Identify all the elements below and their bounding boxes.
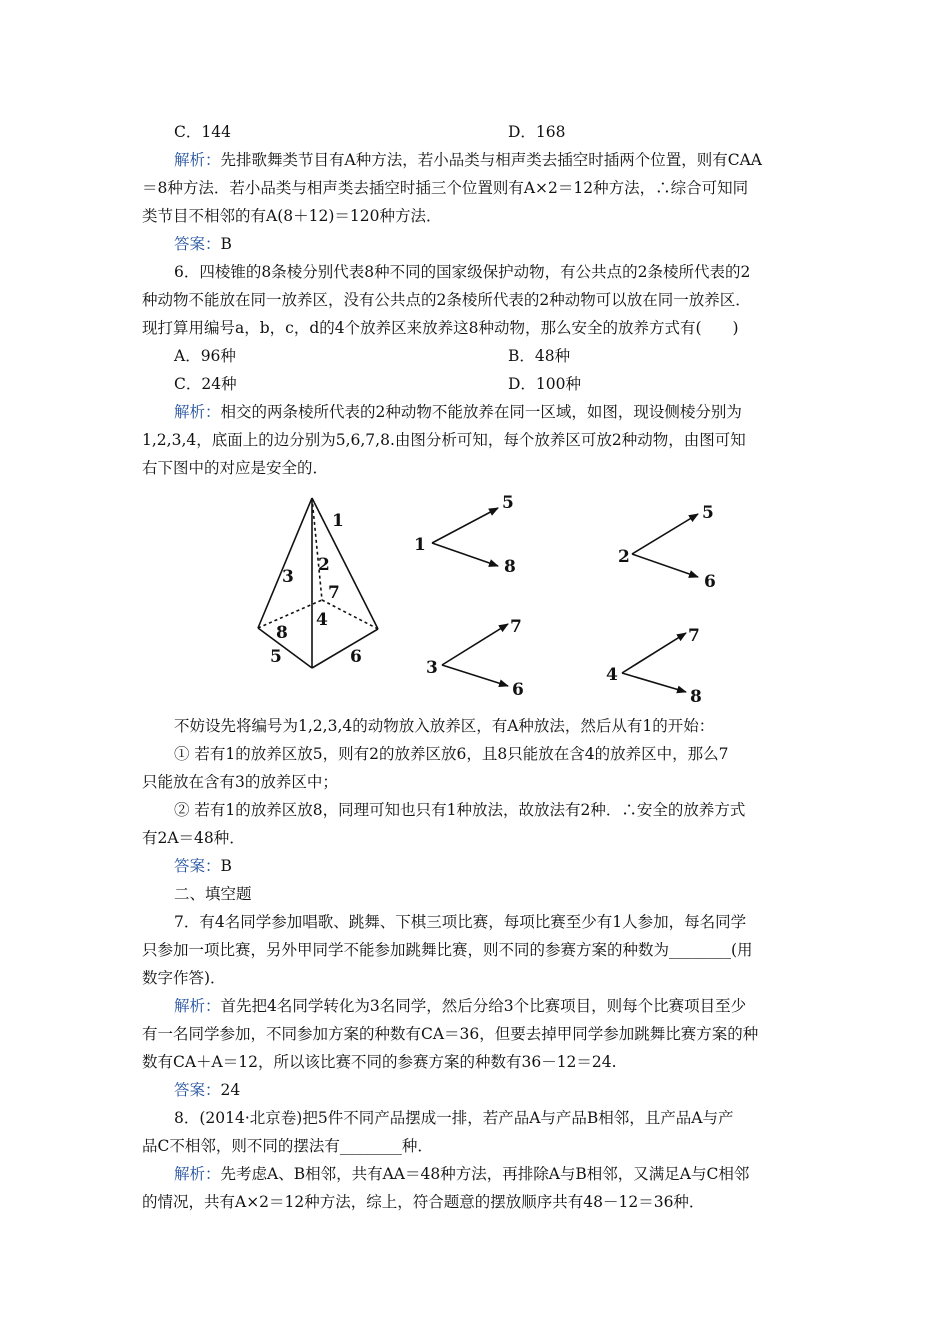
answer-label: 答案： <box>174 1081 221 1099</box>
pyramid-label-7: 7 <box>328 583 340 603</box>
mapping-3-from: 3 <box>426 658 438 678</box>
mapping-1-to-a: 5 <box>502 493 514 513</box>
q7-stem-line-3: 数字作答)． <box>142 969 226 987</box>
pyramid-label-1: 1 <box>332 511 344 531</box>
q7-stem-line-2: 只参加一项比赛，另外甲同学不能参加跳舞比赛，则不同的参赛方案的种数为________(用 <box>142 941 753 959</box>
mapping-3 <box>426 617 524 700</box>
q5-answer: 答案：B <box>174 235 232 253</box>
q5-solution-line-2: ＝8种方法．若小品类与相声类去插空时插三个位置则有A×2＝12种方法，∴综合可知同 <box>142 179 749 197</box>
answer-label: 答案： <box>174 857 221 875</box>
mapping-2-to-b: 6 <box>704 572 716 592</box>
pyramid-label-5: 5 <box>270 647 282 667</box>
q8-stem-line-2: 品C不相邻，则不同的摆法有________种． <box>142 1137 433 1155</box>
q6-stem-line-2: 种动物不能放在同一放养区，没有公共点的2条棱所代表的2种动物可以放在同一放养区． <box>142 291 751 309</box>
q8-solution-line-2: 的情况，共有A×2＝12种方法，综上，符合题意的摆放顺序共有48－12＝36种． <box>142 1193 705 1211</box>
q7-answer: 答案：24 <box>174 1081 241 1099</box>
q8-stem-line-1: 8．(2014·北京卷)把5件不同产品摆成一排，若产品A与产品B相邻，且产品A与产 <box>174 1109 734 1127</box>
q6-case-2-line-1: ② 若有1的放养区放8，同理可知也只有1种放法，故放法有2种．∴安全的放养方式 <box>174 801 746 819</box>
q6-answer: 答案：B <box>174 857 232 875</box>
mapping-4-to-a: 7 <box>688 626 700 646</box>
mapping-4-to-b: 8 <box>690 687 702 705</box>
pyramid-label-8: 8 <box>276 623 288 643</box>
q6-solution-line-1: 解析：相交的两条棱所代表的2种动物不能放养在同一区域，如图，现设侧棱分别为 <box>174 403 742 421</box>
q6-case-1-line-1: ① 若有1的放养区放5，则有2的放养区放6，且8只能放在含4的放养区中，那么7 <box>174 745 729 763</box>
q6-stem-line-1: 6．四棱锥的8条棱分别代表8种不同的国家级保护动物，有公共点的2条棱所代表的2 <box>174 263 751 281</box>
solution-label: 解析： <box>174 997 221 1015</box>
mapping-3-to-b: 6 <box>512 680 524 700</box>
pyramid-label-6: 6 <box>350 647 362 667</box>
section-heading: 二、填空题 <box>174 885 252 903</box>
q6-solution-line-3: 右下图中的对应是安全的． <box>142 459 329 477</box>
mapping-2-from: 2 <box>618 547 630 567</box>
q6-option-c: C．24种 <box>174 375 237 393</box>
edge-7 <box>322 600 378 629</box>
pyramid-label-3: 3 <box>282 567 294 587</box>
q5-solution-line-3: 类节目不相邻的有A(8＋12)＝120种方法． <box>142 207 442 225</box>
mapping-1-from: 1 <box>414 535 426 555</box>
q5-option-d: D．168 <box>508 123 566 141</box>
mapping-1 <box>414 493 516 577</box>
solution-label: 解析： <box>174 1165 221 1183</box>
mapping-3-to-a: 7 <box>510 617 522 637</box>
q6-paragraph-1: 不妨设先将编号为1,2,3,4的动物放入放养区，有A种放法，然后从有1的开始： <box>174 717 715 735</box>
mapping-2 <box>618 503 716 592</box>
q6-stem-line-3: 现打算用编号a，b，c，d的4个放养区来放养这8种动物，那么安全的放养方式有( ) <box>142 319 739 337</box>
mapping-1-to-b: 8 <box>504 557 516 577</box>
q6-option-b: B．48种 <box>508 347 571 365</box>
solution-label: 解析： <box>174 151 221 169</box>
q5-option-c: C．144 <box>174 123 231 141</box>
q6-solution-line-2: 1,2,3,4，底面上的边分别为5,6,7,8.由图分析可知，每个放养区可放2种动物，由图可知 <box>142 431 746 449</box>
q6-case-1-line-2: 只能放在含有3的放养区中； <box>142 773 338 791</box>
q7-solution-line-1: 解析：首先把4名同学转化为3名同学，然后分给3个比赛项目，则每个比赛项目至少 <box>174 997 747 1015</box>
q8-solution-line-1: 解析：先考虑A、B相邻，共有AA＝48种方法，再排除A与B相邻，又满足A与C相邻 <box>174 1165 750 1183</box>
q7-solution-line-3: 数有CA＋A＝12，所以该比赛不同的参赛方案的种数有36－12＝24. <box>142 1053 617 1071</box>
q7-solution-line-2: 有一名同学参加，不同参加方案的种数有CA＝36，但要去掉甲同学参加跳舞比赛方案的种 <box>142 1025 759 1043</box>
pyramid-figure <box>250 490 750 705</box>
mapping-2-to-a: 5 <box>702 503 714 523</box>
pyramid-label-4: 4 <box>316 610 328 630</box>
q5-solution-line-1: 解析：先排歌舞类节目有A种方法，若小品类与相声类去插空时插两个位置，则有CAA <box>174 151 762 169</box>
q6-case-2-line-2: 有2A＝48种． <box>142 829 245 847</box>
pyramid-label-2: 2 <box>318 555 330 575</box>
edge-6 <box>312 629 378 668</box>
q6-option-a: A．96种 <box>174 347 236 365</box>
mapping-4-from: 4 <box>606 665 618 685</box>
q6-option-d: D．100种 <box>508 375 582 393</box>
solution-label: 解析： <box>174 403 221 421</box>
answer-label: 答案： <box>174 235 221 253</box>
q7-stem-line-1: 7．有4名同学参加唱歌、跳舞、下棋三项比赛，每项比赛至少有1人参加，每名同学 <box>174 913 747 931</box>
mapping-4 <box>606 626 702 705</box>
